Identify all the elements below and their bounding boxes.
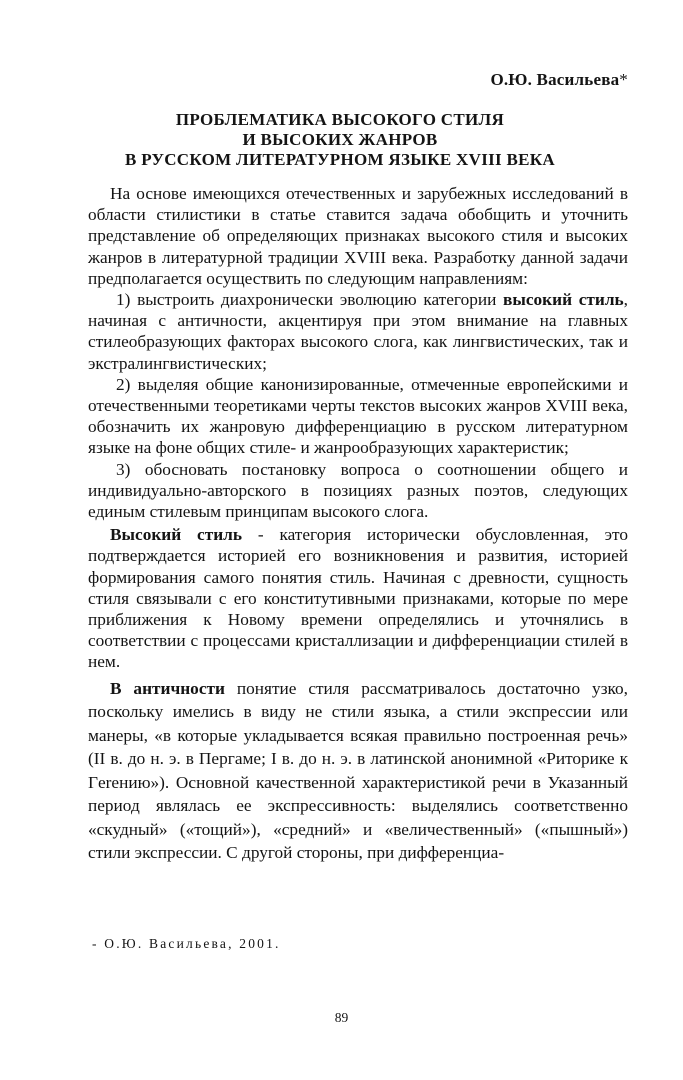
article-title xyxy=(60,110,620,170)
author-name: О.Ю. Васильева xyxy=(490,70,620,89)
paragraph-high-style xyxy=(88,524,628,672)
list-item-1-text: 1) выстроить диахронически эволюцию категории xyxy=(116,290,504,310)
paragraph-high-style-text: - категория исторически обусловленная, это подтверждается историей его возникновения и развития, историей формирования самого понятия стиль. Начиная с древности, сущность стиля связывали с его конститутивными признаками, которые по мере приближения к Новому времени определялись и уточнялись в соответствии с процессами кристаллизации и дифференциации стилей в нем. xyxy=(88,525,628,672)
term-high-style-heading: Высокий стиль xyxy=(110,525,242,545)
article-body xyxy=(88,183,628,865)
list-item-3: 3) обосновать постановку вопроса о соотношении общего и индивидуально-авторского в позициях разных поэтов, следующих единым стилевым принципам высокого слога. xyxy=(88,459,628,522)
page-number: 89 xyxy=(334,1010,349,1025)
title-line-3: В РУССКОМ ЛИТЕРАТУРНОМ ЯЗЫКЕ XVIII ВЕКА xyxy=(125,150,555,169)
list-item-2: 2) выделяя общие канонизированные, отмеченные европейскими и отечественными теоретиками черты текстов высоких жанров XVIII века, обозначить их жанровую дифференциацию в русском литературном языке на фоне общих стиле- и жанрообразующих характеристик; xyxy=(88,374,628,458)
footnote: - О.Ю. Васильева, 2001. xyxy=(92,936,281,951)
footnote-marker: * xyxy=(619,70,628,89)
list-item-1-rest: , начиная с античности, акцентируя при этом внимание на главных стилеобразующих факторах высокого слога, как лингвистических, так и экстралингвистических; xyxy=(88,290,628,373)
title-line-2: И ВЫСОКИХ ЖАНРОВ xyxy=(242,130,438,149)
paragraph-antiquity xyxy=(88,677,628,865)
author-line xyxy=(490,70,628,90)
term-high-style: высокий стиль xyxy=(503,290,624,310)
list-item-1 xyxy=(88,289,628,374)
title-line-1: ПРОБЛЕМАТИКА ВЫСОКОГО СТИЛЯ xyxy=(175,110,505,129)
intro-paragraph: На основе имеющихся отечественных и зарубежных исследований в области стилистики в статье ставится задача обобщить и уточнить представление об определяющих признаках высокого стиля и высоких жанров в литературной традиции XVIII века. Разработку данной задачи предполагается осуществить по следующим направлениям: xyxy=(88,184,628,288)
term-antiquity: В античности xyxy=(110,678,225,698)
paragraph-antiquity-text: понятие стиля рассматривалось достаточно узко, поскольку имелись в виду не стили языка, а стили экспрессии или манеры, «в которые укладывается всякая правильно построенная речь» (II в. до н. э. в Пергаме; I в. до н. э. в латинской анонимной «Риторике к Гerению»). Основной качественной характеристикой речи в Указанный период являлась ее экспрессивность: выделялись соответственно «скудный» («тощий»), «средний» и «величественный» («пышный») стили экспрессии. С другой стороны, при дифференциа- xyxy=(88,678,629,863)
